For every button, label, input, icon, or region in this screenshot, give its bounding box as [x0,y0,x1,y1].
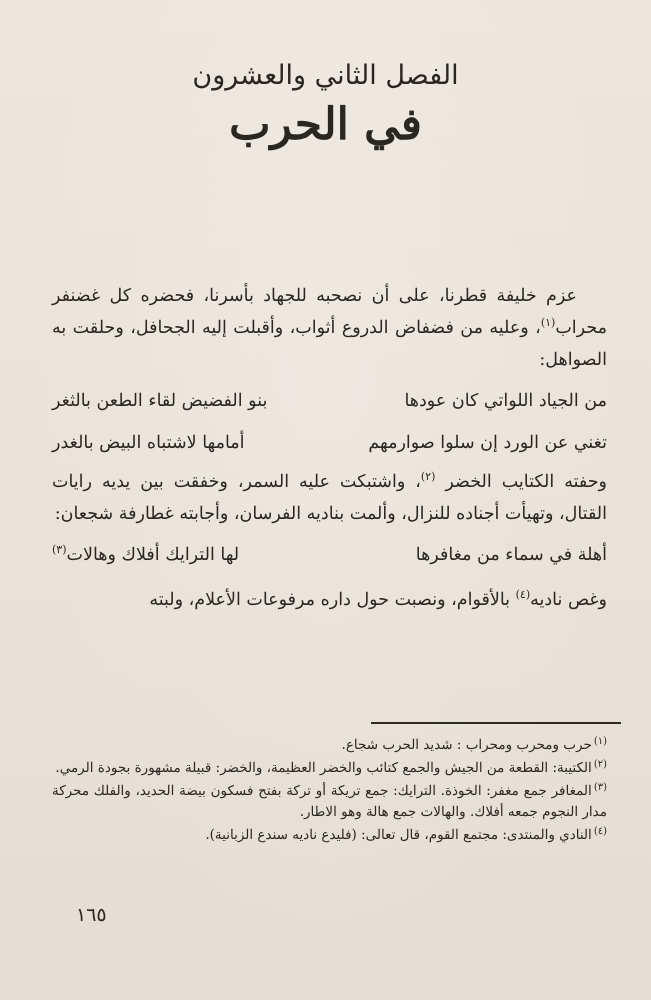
verse-1-second-hemistich: بنو الفضيض لقاء الطعن بالثغر [52,391,268,411]
verse-2-second-hemistich: أمامها لاشتباه البيض بالغدر [52,433,245,453]
footnote-4-number: (٤) [593,825,607,837]
paragraph-1-text: عزم خليفة قطرنا، على أن نصحبه للجهاد بأسرنا، فحضره كل غضنفر محراب [52,286,607,338]
paragraph-1 [52,280,607,376]
footnote-1-number: (١) [593,735,607,747]
verse-line-3 [52,536,607,574]
verse-1-first-hemistich: من الجياد اللواتي كان عودها [404,391,607,411]
footnote-ref-2: (٢) [420,470,436,484]
footnote-4 [52,825,607,846]
footnote-ref-3: (٣) [52,543,67,557]
chapter-heading [0,58,651,156]
footnotes [52,735,607,848]
verse-3-second-hemistich-text: لها الترايك أفلاك وهالات [66,545,240,565]
paragraph-2-continuation: ، واشتبكت عليه السمر، وخفقت بين يديه رايات القتال، وتهيأت أجناده للنزال، وألمت بناديه الفرسان، وأجابته غطارفة شجعان: [52,472,607,524]
footnote-2-number: (٢) [593,758,607,770]
footnote-ref-4: (٤) [515,588,531,602]
paragraph-3-continuation: بالأقوام، ونصبت حول داره مرفوعات الأعلام، ولبته [149,590,516,610]
footnote-2 [52,758,607,779]
footnote-3 [52,781,607,823]
paragraph-3 [52,584,607,616]
footnote-1 [52,735,607,756]
footnote-4-text: النادي والمنتدى: مجتمع القوم، قال تعالى: (فليدع ناديه سندع الزبانية). [205,827,592,843]
paragraph-3-text: وغص ناديه [530,590,607,610]
verse-line-2 [52,424,607,462]
footnote-1-text: حرب ومحرب ومحراب : شديد الحرب شجاع. [341,737,592,753]
footnote-3-number: (٣) [593,781,607,793]
body-text [52,280,607,616]
footnote-3-text: المغافر جمع مغفر: الخوذة. الترايك: جمع تريكة أو تركة بفتح فسكون بيضة الحديد، والفلك محركة مدار النجوم جمعه أفلاك. والهالات جمع هالة وهو الاطار. [52,783,607,820]
footnote-separator [371,722,621,724]
verse-line-1 [52,382,607,420]
footnote-ref-1: (١) [540,316,556,330]
footnote-2-text: الكتيبة: القطعة من الجيش والجمع كتائب والخضر العظيمة، والخضر: قبيلة مشهورة بجودة الرمي. [55,760,592,776]
verse-3-second-hemistich [52,536,239,574]
paragraph-2-text: وحفته الكتايب الخضر [445,472,607,492]
paragraph-2 [52,466,607,530]
chapter-number: الفصل الثاني والعشرون [192,60,459,91]
chapter-title: في الحرب [229,99,422,150]
verse-3-first-hemistich: أهلة في سماء من مغافرها [415,545,607,565]
page-number: ١٦٥ [76,904,107,926]
paragraph-1-continuation: ، وعليه من فضفاض الدروع أثواب، وأقبلت إليه الجحافل، وحلقت به الصواهل: [52,318,607,370]
verse-2-first-hemistich: تغني عن الورد إن سلوا صوارمهم [368,433,607,453]
